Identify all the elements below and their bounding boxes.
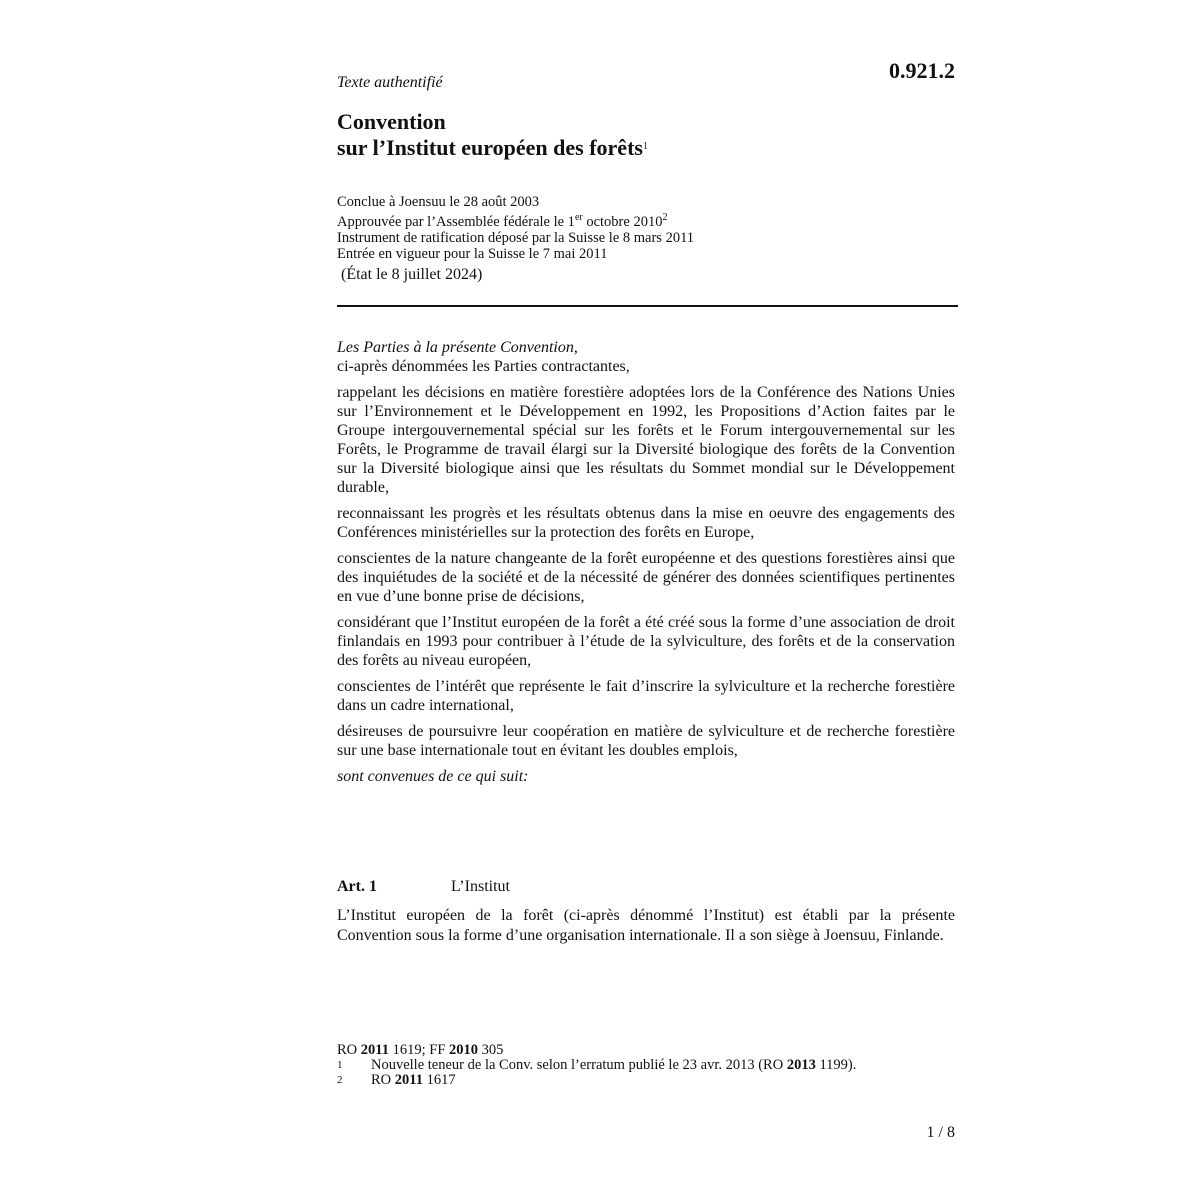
title-line-1: Convention [337,109,446,134]
entry-into-force-line: Entrée en vigueur pour la Suisse le 7 mai 2011 [337,246,608,262]
footnote-1-year: 2013 [786,1057,816,1073]
document-title [337,109,648,160]
preamble-paragraph: considérant que l’Institut européen de la forêt a été créé sous la forme d’une association de droit finlandais en 1993 pour contribuer à l’étude de la sylviculture, des forêts et de la conservation des forêts au niveau européen, [337,614,955,669]
footnote-1-prefix: Nouvelle teneur de la Conv. selon l’erratum publié le 23 avr. 2013 (RO [371,1057,787,1073]
page-number: 1 / 8 [926,1124,955,1141]
approved-line [337,210,694,230]
collection-number: 0.921.2 [889,58,955,83]
ro-year: 2011 [360,1042,389,1058]
footnote-1-suffix: 1199). [815,1057,857,1073]
approved-footnote-ref[interactable]: 2 [662,212,668,223]
footnote-2-prefix: RO [371,1072,395,1088]
ff-page: 305 [478,1042,504,1058]
concluded-line: Conclue à Joensuu le 28 août 2003 [337,194,540,210]
document-metadata [337,194,694,262]
approved-suffix: octobre 2010 [582,214,663,230]
preamble-closing: sont convenues de ce qui suit: [337,768,529,785]
footnote-2-number: 2 [337,1074,343,1086]
footnotes [337,1043,957,1088]
official-reference [337,1043,957,1058]
article-1-body [337,906,955,946]
footnote-2-year: 2011 [394,1072,423,1088]
preamble-paragraph: rappelant les décisions en matière forestière adoptées lors de la Conférence des Nations Unies sur l’Environnement et le Développement en 1992, les Propositions d’Action faites par le Groupe intergouvernemental spécial sur les forêts et le Forum intergouvernemental sur les Forêts, le Programme de travail élargi sur la Diversité biologique des forêts de la Convention sur la Diversité biologique ainsi que les résultats du Sommet mondial sur le Développement durable, [337,384,955,496]
preamble [337,338,955,793]
footnote-1-number: 1 [337,1059,343,1071]
footnote-2-text [371,1073,456,1088]
preamble-opening: Les Parties à la présente Convention, [337,339,578,356]
footnote-2 [337,1073,957,1088]
ff-year: 2010 [449,1042,479,1058]
preamble-paragraph: reconnaissant les progrès et les résultats obtenus dans la mise en oeuvre des engagements des Conférences ministérielles sur la protection des forêts en Europe, [337,505,955,541]
article-title: L’Institut [451,878,510,895]
ro-prefix: RO [337,1042,361,1058]
title-line-2-text: sur l’Institut européen des forêts [337,135,643,160]
authentic-text-label: Texte authentifié [337,74,443,91]
approved-prefix: Approuvée par l’Assemblée fédérale le 1 [337,214,575,230]
preamble-paragraph: conscientes de l’intérêt que représente le fait d’inscrire la sylviculture et la recherche forestière dans un cadre international, [337,678,955,714]
ratification-line: Instrument de ratification déposé par la Suisse le 8 mars 2011 [337,230,695,246]
article-1-heading [337,878,955,896]
preamble-paragraph: désireuses de poursuivre leur coopération en matière de sylviculture et de recherche forestière sur une base internationale tout en évitant les doubles emplois, [337,723,955,759]
approved-ordinal: er [574,212,583,223]
footnote-1 [337,1058,957,1073]
title-line-2 [337,134,648,160]
state-date: (État le 8 juillet 2024) [341,266,483,283]
footnote-2-page: 1617 [422,1072,456,1088]
header-divider [337,305,958,307]
footnote-1-text [371,1058,856,1073]
article-number: Art. 1 [337,878,377,895]
title-footnote-ref[interactable]: 1 [642,141,648,152]
preamble-paragraph: conscientes de la nature changeante de la forêt européenne et des questions forestières ainsi que des inquiétudes de la société et de la nécessité de générer des données scientifiques pertinentes en vue d’une bonne prise de décisions, [337,550,955,605]
article-1-text: L’Institut européen de la forêt (ci-après dénommé l’Institut) est établi par la présente Convention sous la forme d’une organisation internationale. Il a son siège à Joensuu, Finlande. [337,907,955,944]
preamble-opening-2: ci-après dénommées les Parties contractantes, [337,358,630,375]
ro-page: 1619; FF [388,1042,450,1058]
